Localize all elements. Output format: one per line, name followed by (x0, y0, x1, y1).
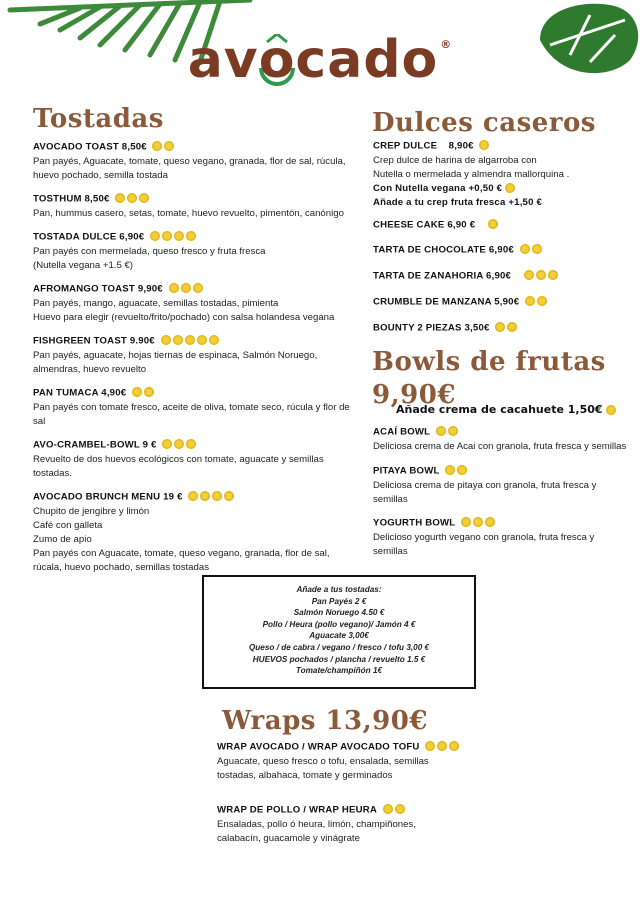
item-name: TARTA DE ZANAHORIA 6,90€ (373, 270, 512, 282)
item-name: TOSTHUM 8,50€ (33, 193, 110, 205)
allergen-icons (520, 243, 544, 257)
menu-item (373, 516, 635, 559)
allergen-icons (445, 464, 469, 478)
dulces-title: Dulces caseros (372, 108, 596, 138)
extras-line: Tomate/champiñón 1€ (295, 666, 383, 676)
menu-item (373, 139, 633, 210)
item-description: Deliciosa crema de Acai con granola, fruta fresca y semillas (373, 440, 627, 452)
allergen-icon (209, 335, 219, 345)
menu-item (373, 464, 635, 507)
allergen-icon (212, 491, 222, 501)
item-name: AVO-CRAMBEL-BOWL 9 € (33, 439, 157, 451)
item-description: Crep dulce de harina de algarroba con Nutella o mermelada y almendra mallorquina . (373, 154, 570, 180)
menu-item (373, 269, 560, 284)
menu-item (373, 321, 519, 336)
allergen-icon (127, 193, 137, 203)
allergen-icon (457, 465, 467, 475)
allergen-icons (525, 295, 549, 309)
extras-line: Aguacate 3,00€ (309, 631, 369, 641)
allergen-icon (139, 193, 149, 203)
allergen-icon (150, 231, 160, 241)
allergen-icon (152, 141, 162, 151)
bowls-price: 9,90€ (372, 380, 456, 410)
menu-item (33, 282, 363, 325)
allergen-icons (425, 740, 461, 754)
extras-box (202, 575, 476, 689)
bowls-title: Bowls de frutas (372, 347, 606, 377)
brand-name: avocado (187, 30, 439, 90)
allergen-icons (169, 282, 205, 296)
menu-item (33, 438, 363, 481)
allergen-icon (162, 231, 172, 241)
item-description: Ensaladas, pollo ó heura, limón, champiñones, calabacín, guacamole y vinágrate (217, 818, 416, 844)
extras-line: Pollo / Heura (pollo vegano)/ Jamón 4 € (262, 619, 416, 629)
extras-line: Pan Payés 2 € (311, 596, 367, 606)
item-name: TOSTADA DULCE 6,90€ (33, 231, 145, 243)
allergen-icon (461, 517, 471, 527)
allergen-icon (224, 491, 234, 501)
item-name: PITAYA BOWL (373, 465, 440, 477)
allergen-icons (479, 139, 491, 153)
allergen-icons (461, 516, 497, 530)
allergen-icon (181, 283, 191, 293)
allergen-icon (507, 322, 517, 332)
allergen-icon (144, 387, 154, 397)
allergen-icons (115, 192, 151, 206)
item-description: Revuelto de dos huevos ecológicos con tomate, aguacate y semillas tostadas. (33, 453, 324, 479)
allergen-icon (436, 426, 446, 436)
extras-heading: Añade a tus tostadas: (296, 585, 382, 594)
allergen-icon (188, 491, 198, 501)
allergen-icons (162, 438, 198, 452)
item-description: Aguacate, queso fresco o tofu, ensalada, semillas tostadas, albahaca, tomate y germinados (217, 755, 429, 781)
item-name: FISHGREEN TOAST 9.90€ (33, 335, 155, 347)
item-name: AVOCADO TOAST 8,50€ (33, 141, 147, 153)
item-name: CREP DULCE 8,90€ (373, 140, 474, 152)
menu-item (33, 334, 363, 377)
allergen-icons (488, 218, 500, 232)
allergen-icons (383, 803, 407, 817)
allergen-icon (425, 741, 435, 751)
item-name: AFROMANGO TOAST 9,90€ (33, 283, 163, 295)
wraps-title: Wraps 13,90€ (222, 706, 428, 736)
item-name: TARTA DE CHOCOLATE 6,90€ (373, 244, 514, 256)
allergen-icon (186, 231, 196, 241)
allergen-icons (152, 140, 176, 154)
allergen-icon (606, 405, 616, 415)
allergen-icon (115, 193, 125, 203)
item-name: PAN TUMACA 4,90€ (33, 387, 127, 399)
allergen-icon (473, 517, 483, 527)
extras-line: Salmón Noruego 4.50 € (293, 608, 385, 618)
item-description: Deliciosa crema de pitaya con granola, fruta fresca y semillas (373, 479, 597, 505)
allergen-icon (383, 804, 393, 814)
registered-mark: ® (440, 38, 453, 51)
allergen-icon (174, 439, 184, 449)
menu-item (217, 803, 477, 846)
allergen-icon (520, 244, 530, 254)
allergen-icon (449, 741, 459, 751)
allergen-icon (495, 322, 505, 332)
brand-logo (0, 30, 640, 90)
allergen-icon (132, 387, 142, 397)
menu-item (373, 243, 544, 258)
allergen-icon (395, 804, 405, 814)
item-description: Pan, hummus casero, setas, tomate, huevo revuelto, pimentón, canónigo (33, 207, 344, 219)
allergen-icon (174, 231, 184, 241)
allergen-icon (488, 219, 498, 229)
menu-item (33, 490, 363, 575)
allergen-icon (173, 335, 183, 345)
allergen-icons (436, 425, 460, 439)
item-description: Delicioso yogurth vegano con granola, fruta fresca y semillas (373, 531, 595, 557)
item-description: Chupito de jengibre y limón Café con galleta Zumo de apio Pan payés con Aguacate, tomate, queso vegano, granada, flor de sal, rúcala, huevo pochado, semillas tostadas (33, 505, 330, 573)
item-name: CRUMBLE DE MANZANA 5,90€ (373, 296, 520, 308)
item-name: AVOCADO BRUNCH MENU 19 € (33, 491, 183, 503)
allergen-icon (525, 296, 535, 306)
extras-line: Queso / de cabra / vegano / fresco / tofu 3,00 € (248, 642, 430, 652)
allergen-icons (495, 321, 519, 335)
add-on-label: Añade crema de cacahuete 1,50€ (396, 403, 603, 416)
allergen-icons (524, 269, 560, 283)
allergen-icon (169, 283, 179, 293)
allergen-icon (200, 491, 210, 501)
allergen-icon (536, 270, 546, 280)
allergen-icon (186, 439, 196, 449)
extras-line: HUEVOS pochados / plancha / revuelto 1.5 € (252, 654, 426, 664)
item-name: WRAP AVOCADO / WRAP AVOCADO TOFU (217, 741, 420, 753)
allergen-icon (164, 141, 174, 151)
menu-item (33, 230, 363, 273)
allergen-icon (532, 244, 542, 254)
allergen-icons (161, 334, 221, 348)
allergen-icon (193, 283, 203, 293)
allergen-icon (197, 335, 207, 345)
allergen-icon (485, 517, 495, 527)
allergen-icons (132, 386, 156, 400)
allergen-icons (188, 490, 236, 504)
item-name: YOGURTH BOWL (373, 517, 456, 529)
menu-item (373, 425, 635, 454)
allergen-icon (548, 270, 558, 280)
allergen-icon (185, 335, 195, 345)
crep-extra-fruta: Añade a tu crep fruta fresca +1,50 € (373, 196, 543, 208)
allergen-icon (448, 426, 458, 436)
allergen-icon (161, 335, 171, 345)
item-name: BOUNTY 2 PIEZAS 3,50€ (373, 322, 490, 334)
menu-item (373, 295, 549, 310)
item-description: Pan payés, mango, aguacate, semillas tostadas, pimienta Huevo para elegir (revuelto/frito/pochado) con salsa holandesa vegana (33, 297, 335, 323)
item-description: Pan payés con tomate fresco, aceite de oliva, tomate seco, rúcula y flor de sal (33, 401, 350, 427)
menu-item (217, 740, 477, 783)
allergen-icon (479, 140, 489, 150)
bowls-add-on (396, 403, 618, 416)
item-name: ACAÍ BOWL (373, 426, 431, 438)
menu-item (33, 140, 363, 183)
allergen-icon (445, 465, 455, 475)
allergen-icon (505, 183, 515, 193)
item-name: WRAP DE POLLO / WRAP HEURA (217, 804, 377, 816)
item-description: Pan payés, Aguacate, tomate, queso vegano, granada, flor de sal, rúcula, huevo pochado, semilla tostada (33, 155, 346, 181)
menu-item (33, 192, 363, 221)
menu-item (373, 218, 500, 233)
allergen-icon (524, 270, 534, 280)
item-description: Pan payés, aguacate, hojas tiernas de espinaca, Salmón Noruego, almendras, huevo revuelto (33, 349, 318, 375)
allergen-icon (437, 741, 447, 751)
allergen-icons (150, 230, 198, 244)
item-description: Pan payés con mermelada, queso fresco y fruta fresca (Nutella vegana +1.5 €) (33, 245, 266, 271)
menu-item (33, 386, 363, 429)
tostadas-title: Tostadas (33, 104, 164, 134)
crep-extra-nutella: Con Nutella vegana +0,50 € (373, 182, 503, 194)
allergen-icon (537, 296, 547, 306)
allergen-icon (162, 439, 172, 449)
item-name: CHEESE CAKE 6,90 € (373, 219, 476, 231)
